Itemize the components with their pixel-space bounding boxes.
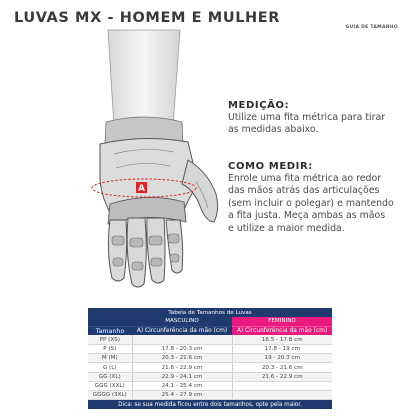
how-to-line: das mãos atrás das articulações <box>228 185 380 197</box>
glove-illustration <box>70 26 250 288</box>
how-to-line: Enrole uma fita métrica ao redor <box>228 173 382 184</box>
group-female: FEMININO <box>232 317 332 326</box>
col-size: Tamanho <box>88 326 132 335</box>
cell-female: 16.5 - 17.8 cm <box>232 335 332 344</box>
how-to-heading: COMO MEDIR: <box>228 161 313 172</box>
cell-size: GG (XL) <box>88 372 132 381</box>
cell-female: 20.3 - 21.6 cm <box>232 363 332 372</box>
cell-female: 17.8 - 19 cm <box>232 345 332 354</box>
measurement-line: as medidas abaixo. <box>228 124 319 136</box>
cell-size: GGGG (3XL) <box>88 391 132 400</box>
col-male: A) Circunferência da mão (cm) <box>132 326 232 335</box>
size-guide-label: GUIA DE TAMANHO <box>345 25 398 30</box>
cell-male <box>132 335 232 344</box>
table-title: Tabela de Tamanhos de Luvas <box>88 308 332 317</box>
cell-male: 21.6 - 22.9 cm <box>132 363 232 372</box>
glove-fingers <box>108 218 182 287</box>
table-row <box>88 345 332 354</box>
cell-size: PP (XS) <box>88 335 132 344</box>
forearm-shape <box>108 30 180 126</box>
cell-size: M (M) <box>88 354 132 363</box>
cell-female: 21.6 - 22.9 cm <box>232 372 332 381</box>
table-row <box>88 335 332 344</box>
cell-female: 19 - 20.3 cm <box>232 354 332 363</box>
cell-size: GGG (XXL) <box>88 381 132 390</box>
measurement-line: Utilize uma fita métrica para tirar <box>228 112 386 123</box>
cell-male: 22.9 - 24.1 cm <box>132 372 232 381</box>
cell-female <box>232 381 332 390</box>
cell-male: 20.3 - 21.6 cm <box>132 354 232 363</box>
how-to-line: a fita justa. Meça ambas as mãos <box>228 210 386 222</box>
table-row <box>88 391 332 400</box>
table-group-blank <box>88 317 132 326</box>
how-to-line: (sem incluir o polegar) e mantendo <box>228 197 394 209</box>
measurement-heading: MEDIÇÃO: <box>228 100 290 111</box>
table-footer-tip: Dica: se sua medida ficou entre dois tamanhos, opte pela maior. <box>88 400 332 410</box>
size-table <box>88 308 332 409</box>
group-male: MASCULINO <box>132 317 232 326</box>
col-female: A) Circunferência da mão (cm) <box>232 326 332 335</box>
measure-marker-label: A <box>138 184 145 194</box>
cell-male: 24.1 - 25.4 cm <box>132 381 232 390</box>
cell-male: 25.4 - 27.9 cm <box>132 391 232 400</box>
cell-size: G (L) <box>88 363 132 372</box>
table-row <box>88 381 332 390</box>
how-to-line: e utilize a maior medida. <box>228 222 345 234</box>
cell-female <box>232 391 332 400</box>
table-row <box>88 372 332 381</box>
page-title: LUVAS MX - HOMEM E MULHER <box>14 10 281 26</box>
cell-male: 17.8 - 20.3 cm <box>132 345 232 354</box>
how-to-section <box>228 160 416 235</box>
table-row <box>88 354 332 363</box>
table-row <box>88 363 332 372</box>
cell-size: P (S) <box>88 345 132 354</box>
measurement-section <box>228 99 416 137</box>
